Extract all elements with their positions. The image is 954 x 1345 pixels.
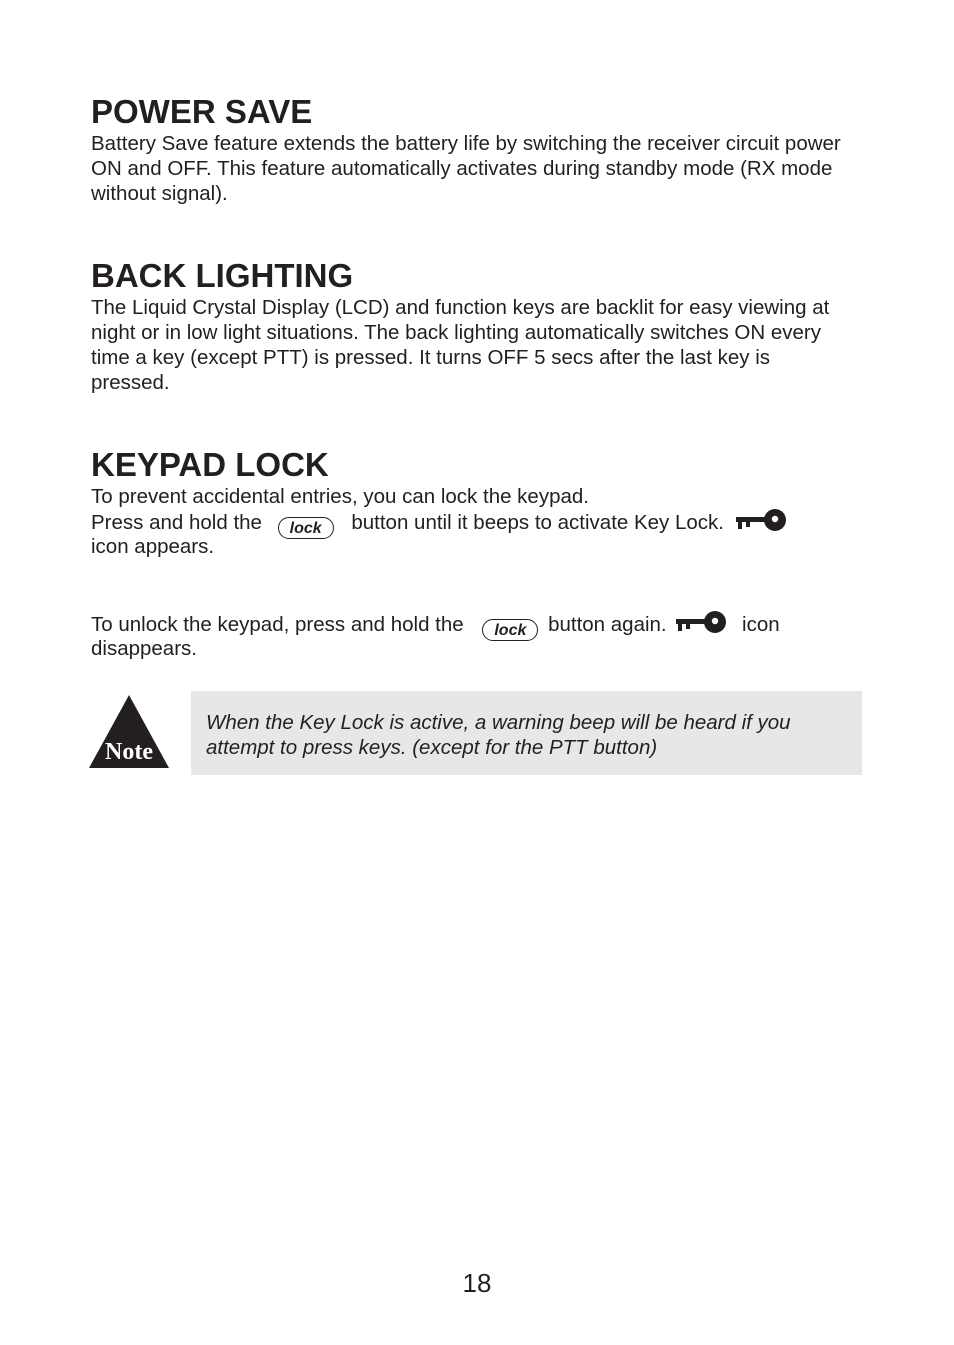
note-icon-label: Note	[105, 739, 153, 765]
keypad-lock-instruction-post: button until it beeps to activate Key Lock.	[351, 511, 725, 534]
key-icon	[676, 611, 728, 643]
page-number: 18	[462, 1268, 492, 1298]
keypad-lock-instruction	[91, 509, 891, 537]
power-save-body: Battery Save feature extends the battery life by switching the receiver circuit power ON and OFF. This feature automatically activates during standby mode (RX mode without signal).	[91, 132, 841, 205]
keypad-lock-section	[91, 447, 891, 559]
back-lighting-section	[91, 258, 871, 395]
unlock-mid: button again.	[548, 613, 667, 636]
unlock-disappears: disappears.	[91, 637, 197, 660]
unlock-paragraph	[91, 611, 891, 661]
note-text: When the Key Lock is active, a warning beep will be heard if you attempt to press keys. (except for the PTT button)	[206, 711, 791, 759]
note-warning-icon	[88, 695, 170, 774]
key-icon	[736, 509, 788, 541]
back-lighting-heading: BACK LIGHTING	[91, 257, 354, 294]
keypad-lock-icon-appears: icon appears.	[91, 535, 215, 558]
lock-button: lock	[482, 619, 538, 641]
keypad-lock-intro: To prevent accidental entries, you can lock the keypad.	[91, 485, 589, 508]
unlock-post: icon	[742, 613, 780, 636]
power-save-heading: POWER SAVE	[91, 93, 313, 130]
lock-button: lock	[278, 517, 334, 539]
unlock-pre: To unlock the keypad, press and hold the	[91, 613, 464, 636]
power-save-section	[91, 94, 871, 206]
keypad-lock-heading: KEYPAD LOCK	[91, 446, 329, 483]
note-box	[191, 691, 862, 775]
back-lighting-body: The Liquid Crystal Display (LCD) and function keys are backlit for easy viewing at night or in low light situations. The back lighting automatically switches ON every time a key (except PTT) is pressed. It turns OFF 5 secs after the last key is pressed.	[91, 296, 830, 394]
keypad-lock-instruction-pre: Press and hold the	[91, 511, 262, 534]
unlock-line	[91, 611, 891, 639]
